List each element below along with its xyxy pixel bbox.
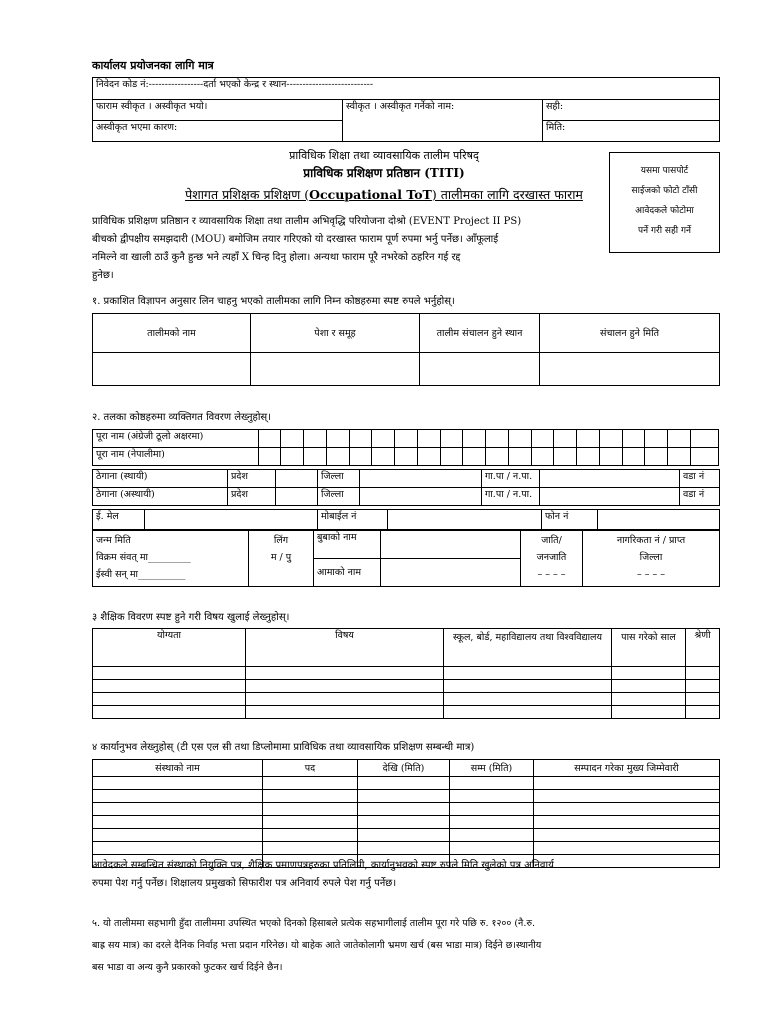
- edu-cell[interactable]: [686, 706, 720, 719]
- exp-cell[interactable]: [93, 803, 263, 816]
- name-char-box[interactable]: [417, 430, 440, 448]
- ethnicity-label: जनजाति: [536, 552, 567, 563]
- exp-cell[interactable]: [263, 777, 358, 790]
- gender-label: लिंग: [273, 535, 289, 546]
- training-venue-input[interactable]: [420, 353, 540, 386]
- exp-cell[interactable]: [263, 816, 358, 829]
- exp-note-1: आवेदकले सम्बन्धित संस्थाको नियुक्ति पत्र, शैक्षिक प्रमाणपत्रहरुका प्रतिलिपी, कार्यानुभवको स्पष्ट रुपले मिति खुलेको पत्र अनिवार्य: [92, 860, 554, 871]
- institute-name: प्राविधिक प्रशिक्षण प्रतिष्ठान (TITI): [303, 166, 465, 180]
- name-char-box[interactable]: [486, 430, 509, 448]
- municipality-input[interactable]: [540, 470, 680, 488]
- name-char-box[interactable]: [281, 430, 304, 448]
- name-char-box[interactable]: [281, 448, 304, 466]
- ward-label: वडा नं: [680, 488, 720, 506]
- col-occupation: पेशा र समूह: [251, 314, 420, 353]
- edu-cell[interactable]: [612, 693, 686, 706]
- father-input[interactable]: [381, 531, 521, 559]
- province-label: प्रदेश: [228, 470, 276, 488]
- citizenship-blank[interactable]: – – – –: [636, 569, 666, 580]
- edu-cell[interactable]: [93, 706, 246, 719]
- exp-cell[interactable]: [534, 842, 720, 855]
- personal-info-table: [92, 429, 719, 466]
- col-training-name: तालीमको नाम: [93, 314, 251, 353]
- exp-cell[interactable]: [450, 777, 534, 790]
- s5-line-1: ५. यो तालीममा सहभागी हुँदा तालीममा उपस्थित भएको दिनको हिसाबले प्रत्येक सहभागीलाई तालीम पूरा गरे पछि रु. १२०० (नै.रु.: [92, 918, 536, 929]
- exp-cell[interactable]: [358, 842, 450, 855]
- mother-label: आमाको नाम: [314, 559, 381, 587]
- exp-note-2: रुपमा पेश गर्नु पर्नेछ। शिक्षालय प्रमुखको सिफारीश पत्र अनिवार्य रुपले पेश गर्नु पर्नेछ।: [92, 878, 397, 889]
- name-char-box[interactable]: [577, 448, 600, 466]
- name-char-box[interactable]: [326, 448, 349, 466]
- col-training-date: संचालन हुने मिति: [540, 314, 720, 353]
- name-char-box[interactable]: [668, 448, 691, 466]
- dob-cell[interactable]: [93, 531, 249, 587]
- dob-bs-field[interactable]: विक्रम संवत् मा_________: [96, 552, 191, 563]
- edu-cell[interactable]: [686, 693, 720, 706]
- name-char-box[interactable]: [645, 448, 668, 466]
- edu-cell[interactable]: [612, 680, 686, 693]
- name-char-box[interactable]: [577, 430, 600, 448]
- province-label: प्रदेश: [228, 488, 276, 506]
- exp-cell[interactable]: [263, 829, 358, 842]
- edu-cell[interactable]: [444, 680, 612, 693]
- col-to-date: सम्म (मिति): [450, 760, 534, 777]
- name-char-box[interactable]: [622, 430, 645, 448]
- exp-cell[interactable]: [93, 777, 263, 790]
- gender-cell[interactable]: [249, 531, 314, 587]
- rejection-reason-field[interactable]: अस्वीकृत भएमा कारण:: [93, 121, 343, 142]
- name-char-box[interactable]: [463, 448, 486, 466]
- exp-cell[interactable]: [358, 777, 450, 790]
- name-char-box[interactable]: [395, 430, 418, 448]
- intro-line-2: बीचको द्वीपक्षीय समझदारी (MOU) बमोजिम तयार गरिएको यो दरखास्त फाराम पूर्ण रुपमा भर्नु पर्नेछ। आँफूलाई: [92, 234, 499, 245]
- section5-paragraph: [92, 913, 742, 979]
- col-responsibilities: सम्पादन गरेका मुख्य जिम्मेवारी: [534, 760, 720, 777]
- education-table: [92, 628, 720, 719]
- district-input[interactable]: [360, 470, 482, 488]
- col-subject: विषय: [246, 629, 444, 667]
- father-label: बुबाको नाम: [314, 531, 381, 559]
- edu-cell[interactable]: [612, 667, 686, 680]
- form-title-post: ) तालीमका लागि दरखास्त फाराम: [431, 187, 583, 202]
- exp-cell[interactable]: [534, 829, 720, 842]
- edu-cell[interactable]: [93, 680, 246, 693]
- name-char-box[interactable]: [690, 430, 718, 448]
- col-division: श्रेणी: [686, 629, 720, 667]
- exp-cell[interactable]: [450, 803, 534, 816]
- exp-cell[interactable]: [450, 816, 534, 829]
- exp-cell[interactable]: [450, 790, 534, 803]
- name-char-box[interactable]: [417, 448, 440, 466]
- intro-line-4: हुनेछ।: [92, 270, 114, 281]
- photo-line-3: आवेदकले फोटोमा: [635, 206, 694, 216]
- addr-perm-label: ठेगाना (स्थायी): [93, 470, 228, 488]
- intro-paragraph: [92, 213, 612, 231]
- full-name-np-label: पूरा नाम (नेपालीमा): [93, 448, 259, 466]
- col-from-date: देखि (मिति): [358, 760, 450, 777]
- section2-heading: २. तलका कोष्ठहरुमा व्यक्तिगत विवरण लेख्नुहोस्।: [92, 412, 271, 423]
- email-label: ई. मेल: [93, 510, 145, 530]
- intro-line-3: नमिल्ने वा खाली ठाउँ कुनै हुन्छ भने त्यहाँ X चिन्ह दिनु होला। अन्यथा फाराम पूरै नभरेको ठहरिन गई रद्द: [92, 252, 461, 263]
- dob-label: जन्म मिति: [96, 535, 131, 546]
- phone-input[interactable]: [598, 510, 720, 530]
- name-char-box[interactable]: [440, 448, 463, 466]
- name-char-box[interactable]: [304, 448, 327, 466]
- edu-cell[interactable]: [93, 667, 246, 680]
- district-input[interactable]: [360, 488, 482, 506]
- name-char-box[interactable]: [622, 448, 645, 466]
- application-code-row[interactable]: निवेदन कोड नं:-----------------दर्ता भएको केन्द्र र स्थान---------------------------: [93, 78, 720, 100]
- full-name-en-label: पूरा नाम (अंग्रेजी ठूलो अक्षरमा): [93, 430, 259, 448]
- occupation-input[interactable]: [251, 353, 420, 386]
- mobile-input[interactable]: [388, 510, 542, 530]
- col-institution: स्कूल, बोर्ड, महाविद्यालय तथा विश्वविद्यालय: [444, 629, 612, 667]
- exp-cell[interactable]: [450, 842, 534, 855]
- name-char-box[interactable]: [645, 430, 668, 448]
- contact-table: [92, 509, 720, 530]
- name-char-box[interactable]: [440, 430, 463, 448]
- col-qualification: योग्यता: [93, 629, 246, 667]
- name-char-box[interactable]: [599, 430, 622, 448]
- exp-cell[interactable]: [358, 803, 450, 816]
- phone-label: फोन नं: [542, 510, 598, 530]
- signature-field[interactable]: सही:: [543, 100, 720, 121]
- section4-heading: ४ कार्यानुभव लेख्नुहोस् (टी एस एल सी तथा डिप्लोमामा प्राविधिक तथा व्यावसायिक प्रशिक्षण सम्बन्धी मात्र): [92, 742, 475, 753]
- district-label: जिल्ला: [318, 488, 360, 506]
- exp-cell[interactable]: [534, 816, 720, 829]
- intro-line-1: प्राविधिक प्रशिक्षण प्रतिष्ठान र व्यावसायिक शिक्षा तथा तालीम अभिवृद्धि परियोजना दोश्रो (EVENT Project II PS): [92, 216, 522, 227]
- edu-cell[interactable]: [444, 693, 612, 706]
- name-char-box[interactable]: [599, 448, 622, 466]
- name-char-box[interactable]: [463, 430, 486, 448]
- form-accepted-field[interactable]: फाराम स्वीकृत । अस्वीकृत भयो।: [93, 100, 343, 121]
- form-title-pre: पेशागत प्रशिक्षक प्रशिक्षण (: [185, 187, 310, 202]
- photo-line-1: यसमा पासपोर्ट: [640, 166, 689, 176]
- s5-line-3: बस भाडा वा अन्य कुनै प्रकारको फुटकर खर्च दिईने छैन।: [92, 962, 283, 973]
- exp-cell[interactable]: [93, 816, 263, 829]
- office-use-table: [92, 77, 720, 142]
- citizenship-label: नागरिकता नं / प्राप्त: [616, 535, 686, 546]
- exp-cell[interactable]: [534, 803, 720, 816]
- s5-line-2: बाह्र सय मात्र) का दरले दैनिक निर्वाह भत्ता प्रदान गरिनेछ। यो बाहेक आते जातेकोलागी भ्रमण खर्च (बस भाडा मात्र) दिईने छ।स्थानीय: [92, 940, 542, 951]
- training-table: [92, 313, 720, 386]
- intro-paragraph-rest: [92, 231, 722, 285]
- caste-blank[interactable]: – – – –: [537, 569, 566, 580]
- exp-cell[interactable]: [263, 803, 358, 816]
- citizenship-district-label: जिल्ला: [639, 552, 663, 563]
- exp-cell[interactable]: [450, 829, 534, 842]
- municipality-input[interactable]: [540, 488, 680, 506]
- edu-cell[interactable]: [444, 706, 612, 719]
- caste-cell[interactable]: [521, 531, 583, 587]
- name-char-box[interactable]: [508, 448, 531, 466]
- gender-options[interactable]: म / पु: [270, 552, 292, 563]
- edu-cell[interactable]: [246, 706, 444, 719]
- address-table: [92, 469, 720, 506]
- exp-cell[interactable]: [93, 829, 263, 842]
- name-char-box[interactable]: [349, 448, 372, 466]
- experience-table: [92, 759, 720, 868]
- name-char-box[interactable]: [554, 430, 577, 448]
- office-use-heading: कार्यालय प्रयोजनका लागि मात्र: [92, 59, 214, 72]
- municipality-label: गा.पा / न.पा.: [482, 488, 540, 506]
- name-char-box[interactable]: [531, 430, 554, 448]
- exp-cell[interactable]: [534, 777, 720, 790]
- edu-cell[interactable]: [612, 706, 686, 719]
- name-char-box[interactable]: [372, 448, 395, 466]
- name-char-box[interactable]: [258, 430, 281, 448]
- name-char-box[interactable]: [372, 430, 395, 448]
- exp-cell[interactable]: [358, 790, 450, 803]
- section3-heading: ३ शैक्षिक विवरण स्पष्ट हुने गरी विषय खुलाई लेख्नुहोस्।: [92, 612, 290, 623]
- dob-ad-field[interactable]: ईस्वी सन् मा__________: [96, 569, 186, 580]
- mobile-label: मोबाईल नं: [318, 510, 388, 530]
- form-title-en: Occupational ToT: [309, 187, 432, 202]
- name-char-box[interactable]: [554, 448, 577, 466]
- edu-cell[interactable]: [246, 693, 444, 706]
- province-input[interactable]: [276, 488, 318, 506]
- email-input[interactable]: [145, 510, 318, 530]
- name-char-box[interactable]: [486, 448, 509, 466]
- name-char-box[interactable]: [258, 448, 281, 466]
- name-char-box[interactable]: [304, 430, 327, 448]
- office-date-field[interactable]: मिति:: [543, 121, 720, 142]
- edu-cell[interactable]: [686, 680, 720, 693]
- edu-cell[interactable]: [93, 693, 246, 706]
- ward-label: वडा नं: [680, 470, 720, 488]
- addr-temp-label: ठेगाना (अस्थायी): [93, 488, 228, 506]
- accepted-by-field[interactable]: स्वीकृत । अस्वीकृत गर्नेको नाम:: [343, 100, 543, 142]
- exp-cell[interactable]: [358, 829, 450, 842]
- name-char-box[interactable]: [690, 448, 718, 466]
- name-char-box[interactable]: [668, 430, 691, 448]
- birth-family-table: [92, 530, 720, 587]
- citizenship-cell[interactable]: [583, 531, 720, 587]
- training-name-input[interactable]: [93, 353, 251, 386]
- mother-input[interactable]: [381, 559, 521, 587]
- name-char-box[interactable]: [508, 430, 531, 448]
- council-name: प्राविधिक शिक्षा तथा व्यावसायिक तालीम परिषद्: [289, 149, 479, 162]
- col-training-venue: तालीम संचालन हुने स्थान: [420, 314, 540, 353]
- edu-cell[interactable]: [246, 680, 444, 693]
- exp-cell[interactable]: [263, 842, 358, 855]
- province-input[interactable]: [276, 470, 318, 488]
- name-char-box[interactable]: [349, 430, 372, 448]
- col-position: पद: [263, 760, 358, 777]
- col-pass-year: पास गरेको साल: [612, 629, 686, 667]
- exp-cell[interactable]: [534, 790, 720, 803]
- photo-line-4: पर्ने गरी सही गर्ने: [637, 226, 692, 236]
- caste-label: जाति/: [541, 535, 562, 546]
- exp-cell[interactable]: [358, 816, 450, 829]
- photo-line-2: साईजको फोटो टाँसी: [631, 186, 698, 196]
- edu-cell[interactable]: [444, 667, 612, 680]
- name-char-box[interactable]: [531, 448, 554, 466]
- name-char-box[interactable]: [326, 430, 349, 448]
- name-char-box[interactable]: [395, 448, 418, 466]
- edu-cell[interactable]: [686, 667, 720, 680]
- section1-heading: १. प्रकाशित विज्ञापन अनुसार लिन चाहनु भएको तालीमका लागि निम्न कोष्ठहरुमा स्पष्ट रुपले भर्नुहोस्।: [92, 296, 455, 307]
- exp-cell[interactable]: [93, 790, 263, 803]
- district-label: जिल्ला: [318, 470, 360, 488]
- municipality-label: गा.पा / न.पा.: [482, 470, 540, 488]
- exp-cell[interactable]: [93, 842, 263, 855]
- exp-cell[interactable]: [263, 790, 358, 803]
- col-org-name: संस्थाको नाम: [93, 760, 263, 777]
- edu-cell[interactable]: [246, 667, 444, 680]
- training-date-input[interactable]: [540, 353, 720, 386]
- experience-note: [92, 857, 732, 893]
